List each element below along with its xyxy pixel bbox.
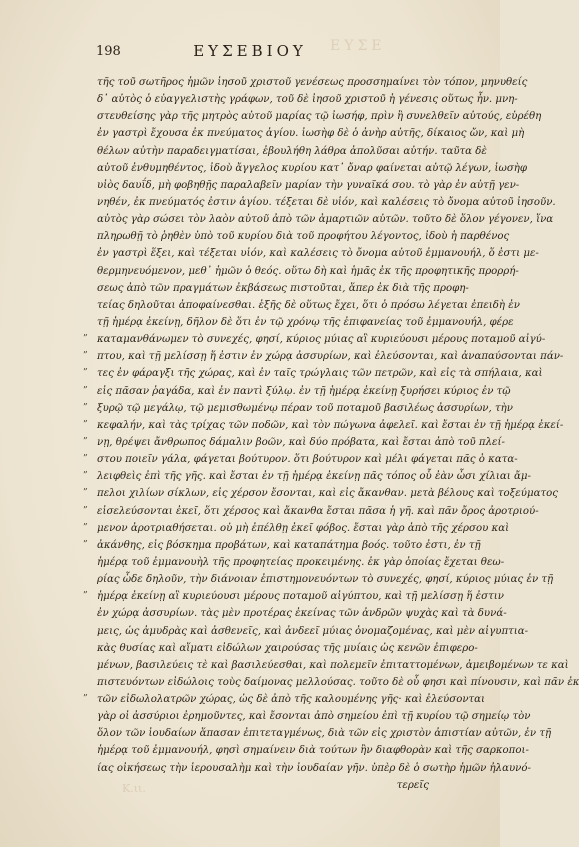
running-head: ΕΥΣΕΒΙΟΥ — [193, 42, 307, 60]
line-text: υἱὸς δαυΐδ, μὴ φοβηθῇς παραλαβεῖν μαρίαν τὴν γυναῖκά σου. τὸ γὰρ ἐν αὐτῇ γεν- — [97, 179, 520, 191]
bleed-through-mark: Κ.ιι. — [122, 782, 146, 795]
text-line — [83, 485, 558, 502]
page-number: 198 — [96, 44, 121, 59]
text-line — [83, 331, 546, 348]
line-text: αὐτὸς γὰρ σώσει τὸν λαὸν αὐτοῦ ἀπὸ τῶν ἁμαρτιῶν αὐτῶν. τοῦτο δὲ ὅλον γέγονεν, ἵνα — [97, 214, 554, 226]
quotation-marker: ” — [83, 539, 88, 550]
quotation-marker: ” — [83, 368, 88, 379]
line-text: αὐτοῦ ἐνθυμηθέντος, ἰδοὺ ἄγγελος κυρίου κατ᾽ ὄναρ φαίνεται αὐτῷ λέγων, ἰωσὴφ — [97, 162, 528, 174]
text-line — [97, 280, 469, 297]
text-line — [97, 657, 569, 674]
greek-text-block — [83, 74, 579, 794]
line-text: πιστευόντων εἰδώλοις τοὺς δαίμονας μελλούσας. τοῦτο δὲ οὗ φησι καὶ πίνουσιν, καὶ πᾶν ἐκ — [97, 676, 579, 688]
text-line — [83, 383, 511, 400]
text-line — [97, 554, 505, 571]
line-text: γὰρ οἱ ἀσσύριοι ἐρημοῦντες, καὶ ἔσονται ἀπὸ σημείου ἐπὶ τῇ κυρίου τῷ σημείῳ τὸν — [97, 711, 531, 723]
text-line — [97, 605, 507, 622]
line-text: ἐν χώρᾳ ἀσσυρίων. τὰς μὲν προτέρας ἐκείνας τῶν ἀνδρῶν ψυχὰς καὶ τὰ δυνά- — [97, 608, 507, 620]
line-text: τες ἐν φάραγξι τῆς χώρας, καὶ ἐν ταῖς τρώγλαις τῶν πετρῶν, καὶ εἰς τὰ σπήλαια, καὶ — [97, 368, 543, 380]
quotation-marker: ” — [83, 522, 88, 533]
line-text: ὅλον τῶν ἰουδαίων ἅπασαν ἐπιτεταγμένως, διὰ τῶν εἰς χριστὸν ἀπιστίαν αὐτῶν, ἐν τῇ — [97, 728, 552, 740]
line-text: δ᾽ αὐτὸς ὁ εὐαγγελιστὴς γράφων, τοῦ δὲ ἰησοῦ χριστοῦ ἡ γένεσις οὕτως ἦν. μνη- — [97, 94, 518, 106]
text-line — [83, 451, 518, 468]
text-line — [97, 297, 520, 314]
line-text: ἀκάνθης, εἰς βόσκημα προβάτων, καὶ καταπάτημα βοός. τοῦτο ἐστι, ἐν τῇ — [97, 539, 481, 551]
line-text: ξυρῷ τῷ μεγάλῳ, τῷ μεμισθωμένῳ πέραν τοῦ ποταμοῦ βασιλέως ἀσσυρίων, τὴν — [97, 402, 513, 414]
text-line — [97, 211, 554, 228]
line-text: πληρωθῇ τὸ ῥηθὲν ὑπὸ τοῦ κυρίου διὰ τοῦ προφήτου λέγοντος, ἰδοὺ ἡ παρθένος — [97, 231, 510, 243]
quotation-marker: ” — [83, 334, 88, 345]
text-line — [97, 314, 514, 331]
text-line — [97, 640, 478, 657]
line-text: στευθείσης γὰρ τῆς μητρὸς αὐτοῦ μαρίας τῷ ἰωσήφ, πρὶν ἢ συνελθεῖν αὐτούς, εὑρέθη — [97, 111, 542, 123]
text-line — [97, 108, 542, 125]
text-line — [97, 143, 487, 160]
text-line — [97, 194, 556, 211]
line-text: μεις, ὡς ἀμυδρὰς καὶ ἀσθενεῖς, καὶ ἀνδεεῖ μύιας ὀνομαζομένας, καὶ μὲν αἰγυπτια- — [97, 625, 529, 637]
line-text: θέλων αὐτὴν παραδειγματίσαι, ἐβουλήθη λάθρα ἀπολῦσαι αὐτήν. ταῦτα δὲ — [97, 145, 487, 157]
text-line — [97, 674, 579, 691]
line-text: κὰς θυσίας καὶ αἵματι εἰδώλων χαιρούσας τῆς μυίαις ὡς κενῶν ἐπιφερο- — [97, 642, 478, 654]
line-text: τείας δηλοῦται ἀποφαίνεσθαι. ἑξῆς δὲ οὕτως ἔχει, ὅτι ὁ πρόσω λέγεται ἐπειδὴ ἐν — [97, 299, 520, 311]
text-line — [97, 571, 554, 588]
text-line — [97, 725, 552, 742]
line-text: τῶν εἰδωλολατρῶν χώρας, ὡς δὲ ἀπὸ τῆς καλουμένης γῆς· καὶ ἐλεύσονται — [97, 694, 486, 706]
bleed-through-header: ΕΥΣΕ — [330, 38, 386, 54]
text-line — [83, 537, 481, 554]
text-line — [83, 365, 543, 382]
text-line — [97, 245, 539, 262]
line-text: πτου, καὶ τῇ μελίσσῃ ἥ ἐστιν ἐν χώρᾳ ἀσσυρίων, καὶ ἐλεύσονται, καὶ ἀναπαύσονται πάν- — [97, 351, 564, 363]
text-line — [83, 588, 504, 605]
line-text: εἰς πᾶσαν ῥαγάδα, καὶ ἐν παντὶ ξύλῳ. ἐν τῇ ἡμέρᾳ ἐκείνῃ ξυρήσει κύριος ἐν τῷ — [97, 385, 511, 397]
text-line — [97, 125, 525, 142]
text-line — [83, 520, 510, 537]
quotation-marker: ” — [83, 436, 88, 447]
quotation-marker: ” — [83, 385, 88, 396]
text-line — [83, 468, 531, 485]
text-line — [97, 777, 429, 794]
text-line — [97, 623, 529, 640]
line-text: μενον ἀροτριαθήσεται. οὐ μὴ ἐπέλθῃ ἐκεῖ φόβος. ἔσται γὰρ ἀπὸ τῆς χέρσου καὶ — [97, 522, 510, 534]
line-text: ρίας ὧδε δηλοῦν, τὴν διάνοιαν ἐπιστημονευόντων τὸ συνεχές, φησί, κύριος μύιας ἐν τῇ — [97, 574, 554, 586]
quotation-marker: ” — [83, 471, 88, 482]
line-text: ἐν γαστρὶ ἕξει, καὶ τέξεται υἱόν, καὶ καλέσεις τὸ ὄνομα αὐτοῦ ἐμμανουήλ, ὅ ἐστι με- — [97, 248, 539, 260]
text-line — [97, 760, 531, 777]
line-text: κεφαλήν, καὶ τὰς τρίχας τῶν ποδῶν, καὶ τὸν πώγωνα ἀφελεῖ. καὶ ἔσται ἐν τῇ ἡμέρᾳ ἐκεί- — [97, 419, 564, 431]
quotation-marker: ” — [83, 694, 88, 705]
text-line — [83, 348, 564, 365]
line-text: τῆς τοῦ σωτῆρος ἡμῶν ἰησοῦ χριστοῦ γενέσεως προσσημαίνει τὸν τόπον, μηνυθείς — [97, 77, 528, 88]
line-text: σεως ἀπὸ τῶν πραγμάτων ἐκβάσεως πιστοῦται, ἅπερ ἐκ διὰ τῆς προφη- — [97, 282, 469, 294]
quotation-marker: ” — [83, 505, 88, 516]
text-line — [97, 708, 531, 725]
quotation-marker: ” — [83, 419, 88, 430]
text-line — [97, 177, 520, 194]
text-line — [97, 74, 528, 91]
line-text: πελοι χιλίων σίκλων, εἰς χέρσον ἔσονται, καὶ εἰς ἄκανθαν. μετὰ βέλους καὶ τοξεύματος — [97, 488, 558, 500]
quotation-marker: ” — [83, 488, 88, 499]
line-text: ἡμέρᾳ ἐκείνῃ αἳ κυριεύουσι μέρους ποταμοῦ αἰγύπτου, καὶ τῇ μελίσσῃ ἥ ἐστιν — [97, 591, 504, 603]
text-line — [97, 228, 510, 245]
line-text: ίας οἰκήσεως τὴν ἱερουσαλὴμ καὶ τὴν ἰουδαίαν γῆν. ὑπὲρ δὲ ὁ σωτὴρ ἡμῶν ἠλαυνό- — [97, 762, 531, 774]
line-text: μένων, βασιλεύεις τὲ καὶ βασιλεύεσθαι, καὶ πολεμεῖν ἐπιταττομένων, ἀμειβομένων τε καὶ — [97, 659, 569, 671]
line-text: νῃ, θρέψει ἄνθρωπος δάμαλιν βοῶν, καὶ δύο πρόβατα, καὶ ἔσται ἀπὸ τοῦ πλεί- — [97, 436, 505, 448]
line-text: στου ποιεῖν γάλα, φάγεται βούτυρον. ὅτι βούτυρον καὶ μέλι φάγεται πᾶς ὁ κατα- — [97, 454, 518, 466]
line-text: εἰσελεύσονται ἐκεῖ, ὅτι χέρσος καὶ ἄκανθα ἔσται πᾶσα ἡ γῆ. καὶ πᾶν ὄρος ἀροτριού- — [97, 505, 539, 517]
line-text: λειφθεὶς ἐπὶ τῆς γῆς. καὶ ἔσται ἐν τῇ ἡμέρᾳ ἐκείνῃ πᾶς τόπος οὗ ἐὰν ὦσι χίλιαι ἄμ- — [97, 471, 531, 483]
text-line — [83, 417, 564, 434]
line-text: ἐν γαστρὶ ἔχουσα ἐκ πνεύματος ἁγίου. ἰωσὴφ δὲ ὁ ἀνὴρ αὐτῆς, δίκαιος ὤν, καὶ μὴ — [97, 128, 525, 140]
quotation-marker: ” — [83, 591, 88, 602]
text-line — [83, 434, 505, 451]
text-line — [83, 691, 486, 708]
line-text: ἡμέρᾳ τοῦ ἐμμανουήλ, φησὶ σημαίνειν διὰ τούτων ἢν διαφθορὰν καὶ τῆς σαρκοποι- — [97, 745, 529, 757]
text-line — [97, 263, 519, 280]
text-line — [83, 503, 539, 520]
text-line — [97, 742, 529, 759]
line-text: νηθέν, ἐκ πνεύματός ἐστιν ἁγίου. τέξεται δὲ υἱόν, καὶ καλέσεις τὸ ὄνομα αὐτοῦ ἰησοῦν. — [97, 196, 556, 208]
text-line — [97, 160, 528, 177]
text-line — [83, 400, 513, 417]
line-text: καταμανθάνωμεν τὸ συνεχές, φησί, κύριος μύιας αἳ κυριεύουσι μέρους ποταμοῦ αἰγύ- — [97, 334, 546, 346]
text-line — [97, 91, 518, 108]
line-text: τῇ ἡμέρᾳ ἐκείνῃ, δῆλον δὲ ὅτι ἐν τῷ χρόνῳ τῆς ἐπιφανείας τοῦ ἐμμανουήλ, φέρε — [97, 316, 514, 328]
quotation-marker: ” — [83, 402, 88, 413]
quotation-marker: ” — [83, 351, 88, 362]
quotation-marker: ” — [83, 454, 88, 465]
line-text: ἡμέρᾳ τοῦ ἐμμανουὴλ τῆς προφητείας προκειμένης. ἐκ γὰρ ὁποίας ἔχεται θεω- — [97, 556, 505, 568]
line-text: τερεῖς — [396, 779, 429, 791]
page-header — [96, 42, 404, 62]
line-text: θερμηνευόμενον, μεθ᾽ ἡμῶν ὁ θεός. οὕτω δὴ καὶ ἡμᾶς ἐκ τῆς προφητικῆς προρρή- — [97, 265, 519, 277]
